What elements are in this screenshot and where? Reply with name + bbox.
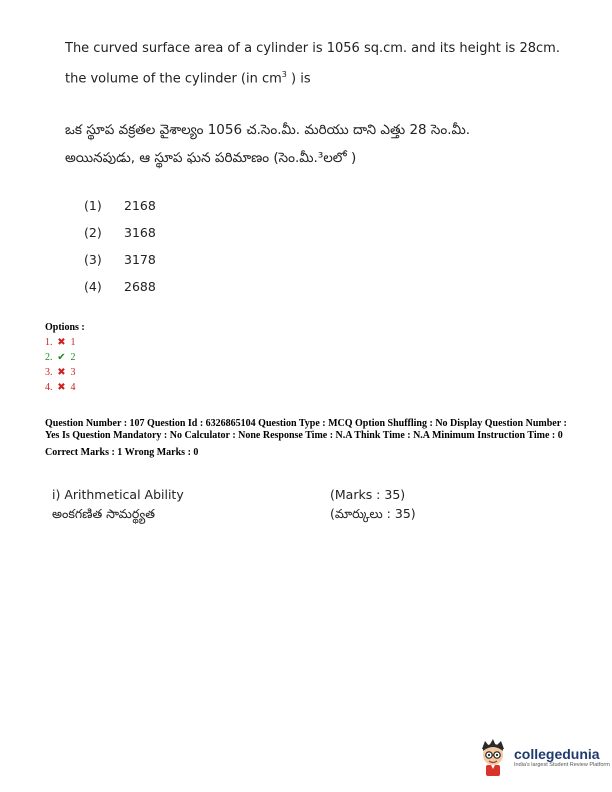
- options-list: [45, 320, 85, 395]
- choice-value: 3168: [124, 225, 156, 240]
- cross-icon: ✖: [57, 337, 66, 348]
- section-row-telugu: [52, 504, 532, 523]
- option-number: 4.: [45, 382, 53, 393]
- question-line-2-prefix: the volume of the cylinder (in cm: [65, 71, 282, 87]
- choice-number: (4): [84, 279, 102, 294]
- choice-3: [84, 252, 156, 279]
- option-value: 4: [70, 382, 76, 393]
- option-value: 2: [70, 352, 76, 363]
- telugu-line-2: అయినపుడు, ఆ స్థూప ఘన పరిమాణం (సెం.మీ.³లలో ): [65, 150, 357, 166]
- question-line-1: The curved surface area of a cylinder is 1056 sq.cm. and its height is 28cm.: [65, 41, 560, 56]
- choice-value: 3178: [124, 252, 156, 267]
- choice-value: 2168: [124, 198, 156, 213]
- option-3: [45, 365, 85, 380]
- choice-number: (2): [84, 225, 102, 240]
- section-row-english: [52, 485, 532, 504]
- question-line-2-suffix: ) is: [286, 71, 311, 87]
- collegedunia-logo: [476, 737, 610, 777]
- option-number: 3.: [45, 367, 53, 378]
- option-value: 1: [70, 337, 76, 348]
- cross-icon: ✖: [57, 382, 66, 393]
- section-marks-english: (Marks : 35): [330, 487, 406, 502]
- section-title-telugu: అంకగణిత సామర్థ్యత: [52, 506, 155, 521]
- answer-choices: [84, 198, 156, 306]
- option-2: [45, 350, 85, 365]
- section-marks-telugu: (మార్కులు : 35): [330, 506, 416, 521]
- brand-text: [514, 746, 610, 768]
- choice-1: [84, 198, 156, 225]
- option-number: 2.: [45, 352, 53, 363]
- student-mascot-icon: [476, 737, 510, 777]
- check-icon: ✔: [57, 352, 66, 363]
- option-number: 1.: [45, 337, 53, 348]
- choice-number: (3): [84, 252, 102, 267]
- question-text-english: [65, 36, 560, 92]
- question-line-2: [65, 62, 560, 92]
- options-title: Options :: [45, 322, 85, 333]
- choice-2: [84, 225, 156, 252]
- option-1: [45, 335, 85, 350]
- section-header: [52, 485, 532, 523]
- choice-4: [84, 279, 156, 306]
- brand-tagline: India's largest Student Review Platform: [514, 762, 610, 768]
- question-text-telugu: [65, 116, 470, 172]
- brand-name: collegedunia: [514, 746, 600, 762]
- telugu-line-1: ఒక స్థూప వక్రతల వైశాల్యం 1056 చ.సెం.మీ. మరియు దాని ఎత్తు 28 సెం.మీ.: [65, 122, 471, 138]
- choice-number: (1): [84, 198, 102, 213]
- cube-superscript: 3: [281, 70, 287, 79]
- option-4: [45, 380, 85, 395]
- option-value: 3: [70, 367, 76, 378]
- section-title-english: i) Arithmetical Ability: [52, 487, 184, 502]
- cross-icon: ✖: [57, 367, 66, 378]
- question-metadata: [45, 418, 567, 459]
- marks-info: Correct Marks : 1 Wrong Marks : 0: [45, 447, 199, 458]
- question-info: Question Number : 107 Question Id : 6326865104 Question Type : MCQ Option Shuffling : No Display Question Number : Yes Is Question Mandatory : No Calculator : None Response Time : N.A Think Time : N.A Minimum Instruction Time : 0: [45, 418, 567, 441]
- choice-value: 2688: [124, 279, 156, 294]
